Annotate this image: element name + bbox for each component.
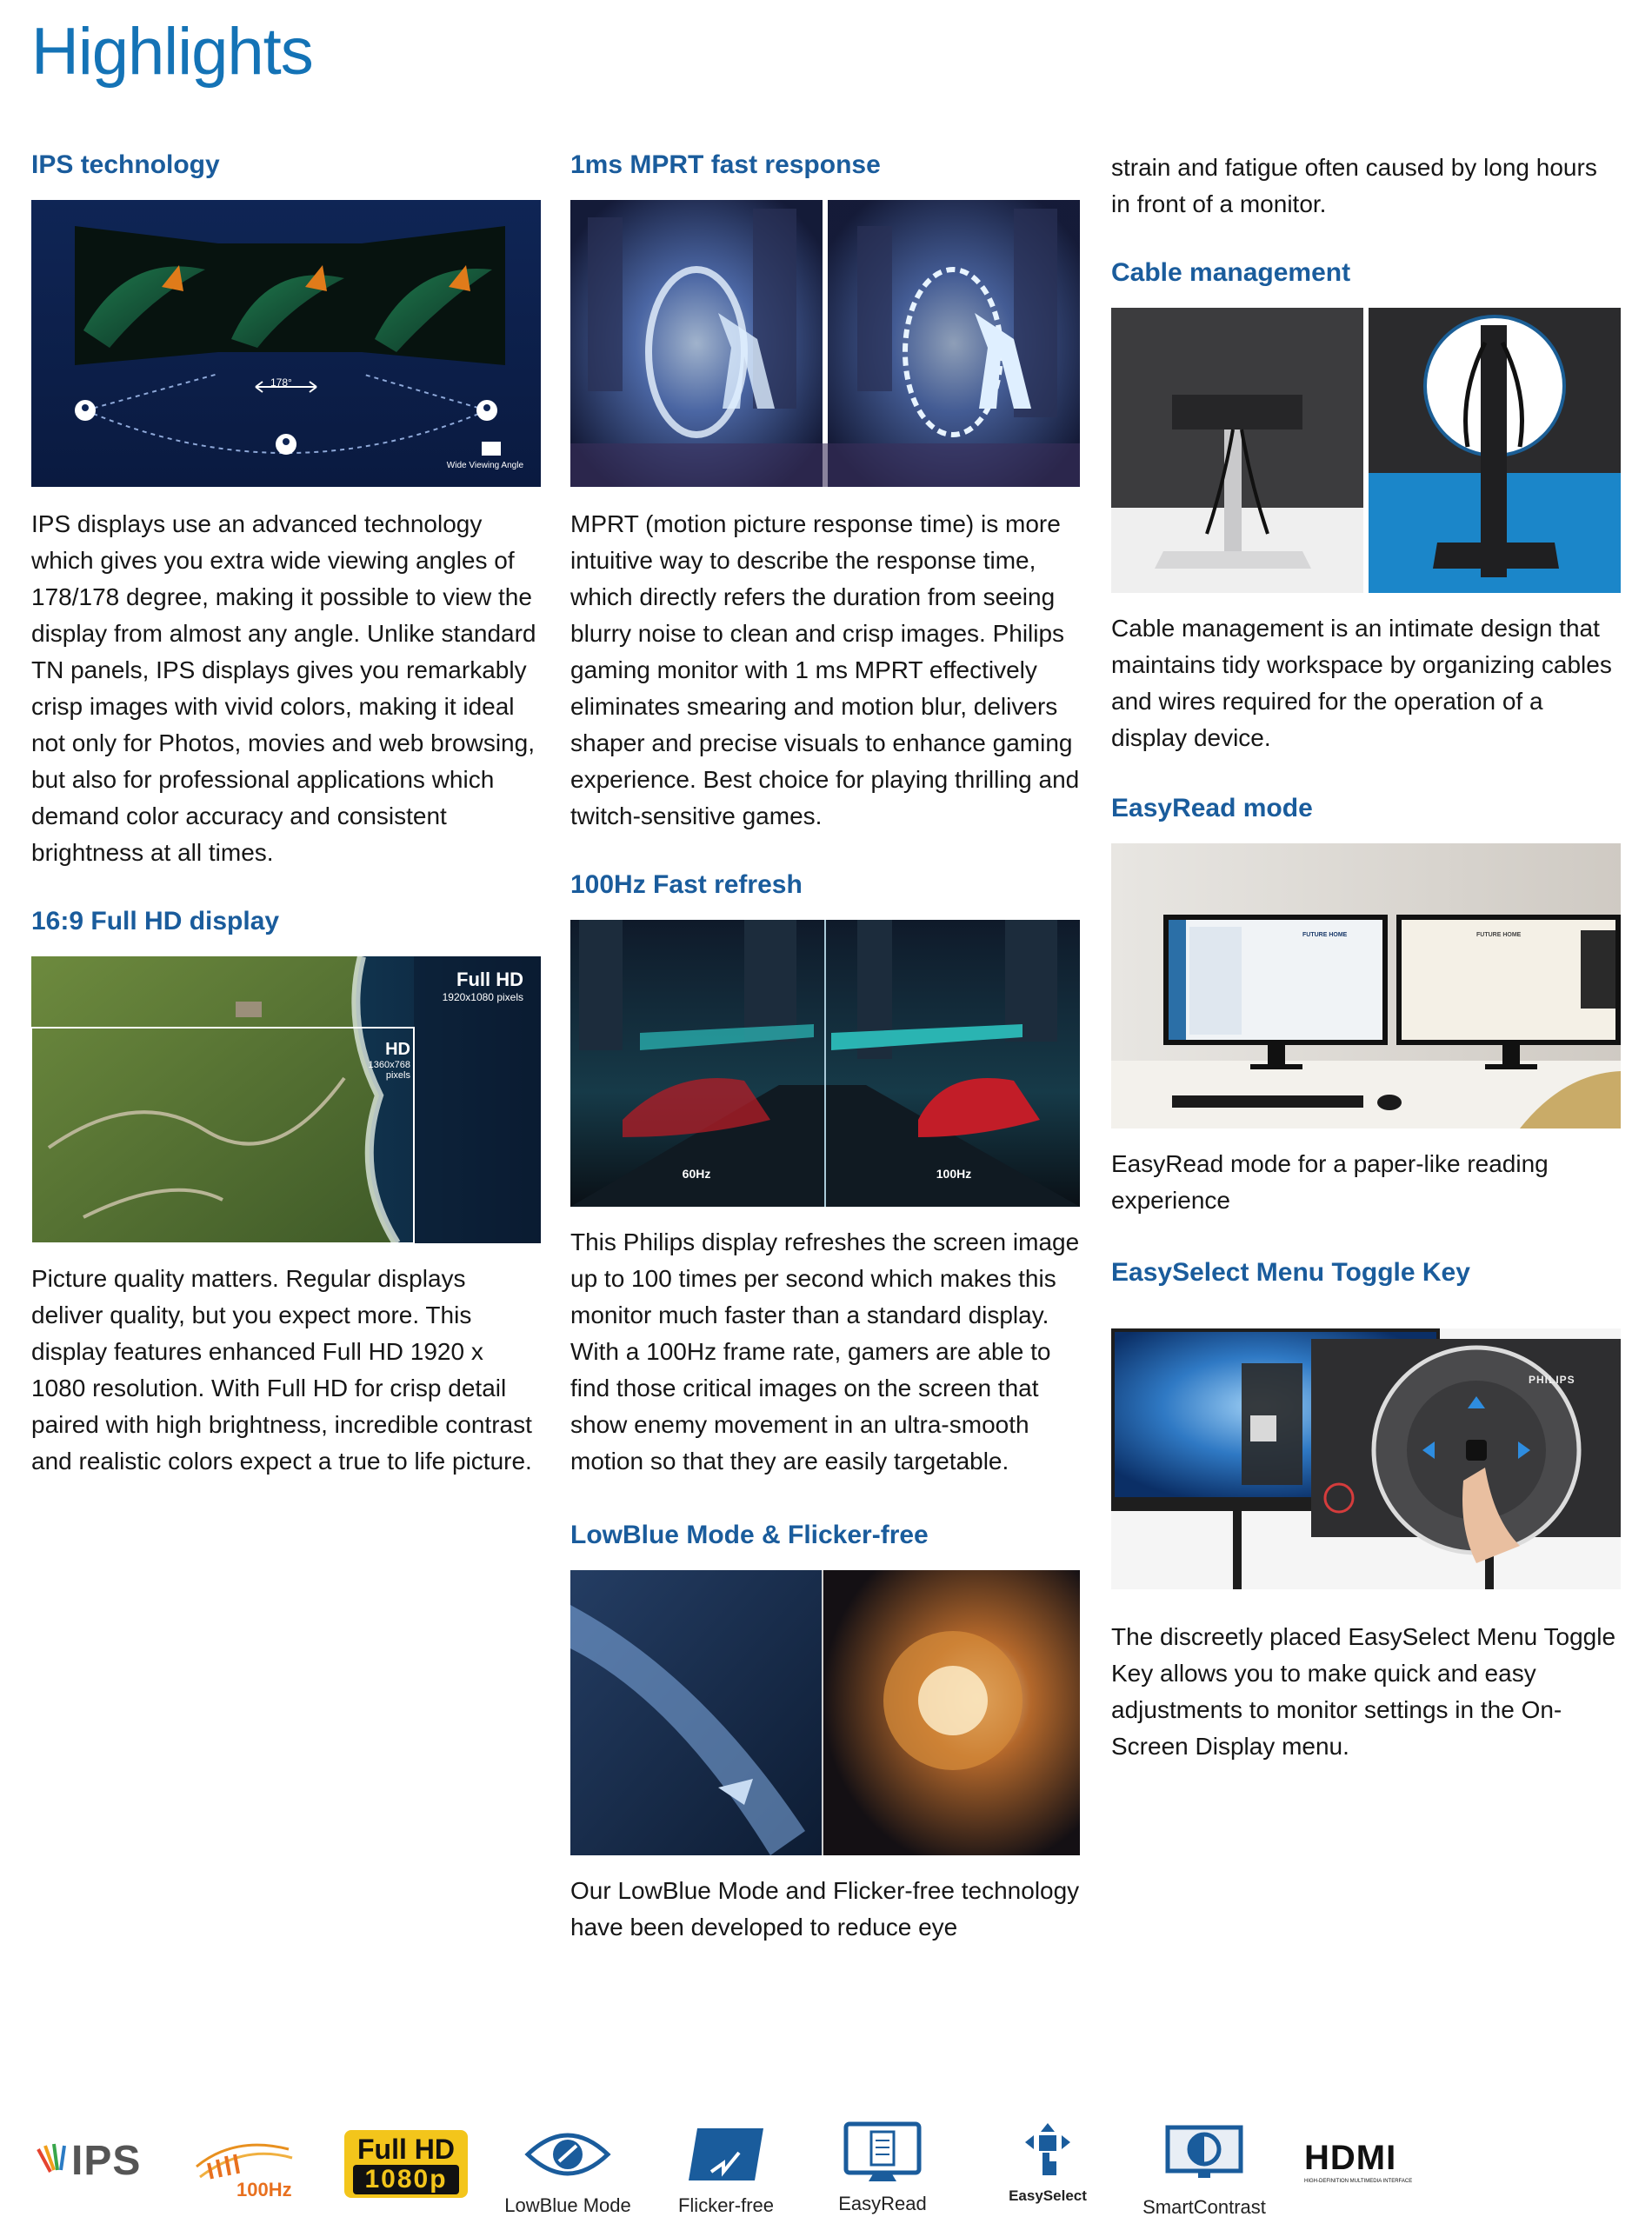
section-easyselect — [1111, 1257, 1621, 1288]
smartcontrast-icon — [1139, 2121, 1269, 2226]
section-body: strain and fatigue often caused by long hours in front of a monitor. — [1111, 154, 1597, 217]
fullhd-logo-text: Full HD — [357, 2134, 455, 2165]
flicker-free-icon — [661, 2121, 791, 2226]
hdmi-logo-icon — [1304, 2121, 1443, 2191]
hdmi-logo-text: HDMI — [1304, 2139, 1397, 2177]
easyselect-image — [1111, 1328, 1621, 1589]
section-heading: 16:9 Full HD display — [31, 907, 280, 935]
ips-logo-text: IPS — [71, 2138, 142, 2184]
section-ips — [31, 150, 541, 181]
ips-logo-icon — [31, 2121, 153, 2200]
section-refresh — [570, 869, 1080, 901]
section-heading: 1ms MPRT fast response — [570, 150, 881, 179]
easyselect-icon — [991, 2121, 1104, 2217]
feature-icon-strip — [0, 2121, 1652, 2234]
hd-pixels: 1360x768 pixels — [368, 1060, 410, 1081]
label-60hz: 60Hz — [682, 1167, 711, 1181]
mprt-comparison-image — [570, 200, 1080, 487]
cable-management-image — [1111, 308, 1621, 593]
section-body: Our LowBlue Mode and Flicker-free technology have been developed to reduce eye — [570, 1877, 1080, 1941]
section-fullhd — [31, 906, 541, 937]
fullhd-title: Full HD — [456, 969, 523, 990]
easyread-brand-left: FUTURE HOME — [1302, 932, 1348, 938]
section-cable — [1111, 257, 1621, 289]
fullhd-comparison-image — [31, 956, 541, 1243]
1080p-logo-text: 1080p — [364, 2165, 448, 2194]
easyread-brand-right: FUTURE HOME — [1476, 932, 1522, 938]
section-body: MPRT (motion picture response time) is more intuitive way to describe the response time, which directly refers the duration from seeing blurry noise to clean and crisp images. Philips gaming monitor with 1 ms MPRT effectively eliminates smearing and motion blur, delivers shaper and precise visuals to enhance gaming experience. Best choice for playing thrilling and twitch-sensitive games. — [570, 510, 1080, 829]
section-easyread — [1111, 793, 1621, 824]
section-body: Picture quality matters. Regular displays deliver quality, but you expect more. This display features enhanced Full HD 1920 x 1080 resolution. With Full HD for crisp detail paired with high brightness, incredible contrast and realistic colors expect a true to life picture. — [31, 1265, 532, 1475]
fullhd-text — [31, 1261, 541, 1480]
lowblue-text — [570, 1873, 1080, 1946]
section-body: EasyRead mode for a paper-like reading experience — [1111, 1150, 1549, 1214]
easyread-text — [1111, 1146, 1621, 1219]
section-body: IPS displays use an advanced technology which gives you extra wide viewing angles of 178/178 degree, making it possible to view the display from almost any angle. Unlike standard TN panels, IPS displays gives you remarkably crisp images with vivid colors, making it ideal not only for Photos, movies and web browsing, but also for professional applications which demand color accuracy and consistent brightness at all times. — [31, 510, 536, 866]
section-mprt — [570, 150, 1080, 181]
easyread-image — [1111, 843, 1621, 1128]
section-heading: IPS technology — [31, 150, 220, 179]
section-heading: EasySelect Menu Toggle Key — [1111, 1258, 1470, 1287]
wide-angle-caption: Wide Viewing Angle — [446, 461, 523, 470]
section-body: The discreetly placed EasySelect Menu Toggle Key allows you to make quick and easy adjustments to monitor settings in the On-Screen Display menu. — [1111, 1623, 1616, 1760]
refresh-text — [570, 1224, 1080, 1480]
easyread-label: EasyRead — [838, 2193, 927, 2214]
100hz-logo-icon — [191, 2121, 296, 2217]
lowblue-mode-label: LowBlue Mode — [504, 2194, 631, 2216]
easyselect-label: EasySelect — [1009, 2187, 1087, 2204]
hdmi-logo-subtext: HIGH-DEFINITION MULTIMEDIA INTERFACE — [1304, 2179, 1413, 2184]
cable-text — [1111, 610, 1621, 756]
lowblue-comparison-image — [570, 1570, 1080, 1855]
ips-text — [31, 506, 541, 871]
lowblue-mode-icon — [496, 2121, 640, 2226]
section-body: This Philips display refreshes the screen image up to 100 times per second which makes this monitor much faster than a standard display. With a 100Hz frame rate, gamers are able to find those critical images on the screen that show enemy movement in an ultra-smooth motion so that they are easily targetable. — [570, 1228, 1080, 1475]
flicker-free-label: Flicker-free — [677, 2194, 774, 2216]
hd-title: HD — [385, 1040, 410, 1059]
fullhd-1080p-logo-icon — [344, 2121, 468, 2200]
fullhd-label — [443, 969, 523, 1003]
easyread-icon — [817, 2121, 948, 2226]
ips-wide-angle-image — [31, 200, 541, 487]
section-body: Cable management is an intimate design that maintains tidy workspace by organizing cables and wires required for the operation of a display device. — [1111, 615, 1612, 751]
section-heading: EasyRead mode — [1111, 794, 1313, 822]
angle-label: 178° — [270, 376, 292, 389]
100hz-logo-text: 100Hz — [236, 2179, 292, 2200]
hd-label — [344, 1040, 410, 1081]
section-heading: 100Hz Fast refresh — [570, 870, 803, 899]
refresh-comparison-image — [570, 920, 1080, 1207]
section-lowblue — [570, 1520, 1080, 1551]
mprt-text — [570, 506, 1080, 835]
page-title: Highlights — [31, 15, 313, 89]
fullhd-pixels: 1920x1080 pixels — [442, 991, 523, 1003]
section-heading: Cable management — [1111, 258, 1351, 287]
easyselect-text — [1111, 1619, 1621, 1765]
section-heading: LowBlue Mode & Flicker-free — [570, 1521, 929, 1549]
philips-logo-text: PHILIPS — [1529, 1374, 1575, 1386]
lowblue-text-continued — [1111, 150, 1621, 223]
label-100hz: 100Hz — [936, 1167, 972, 1181]
smartcontrast-label: SmartContrast — [1142, 2196, 1266, 2218]
